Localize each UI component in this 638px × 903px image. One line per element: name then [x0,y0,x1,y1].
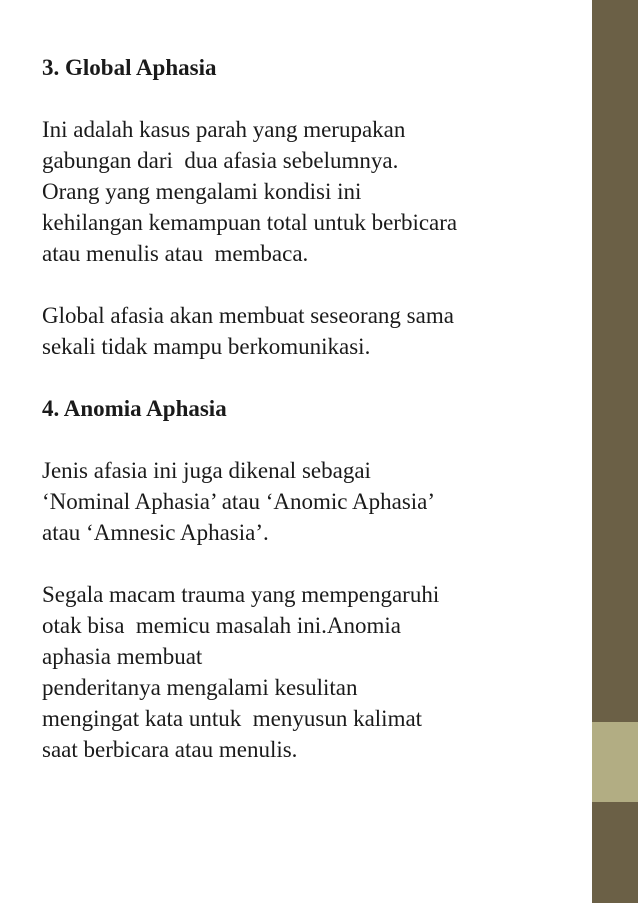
paragraph-line: aphasia membuat [42,644,203,669]
spacer [42,362,592,393]
paragraph-line: Global afasia akan membuat seseorang sama [42,303,454,328]
decorative-side-accent [592,722,638,802]
paragraph-line: Jenis afasia ini juga dikenal sebagai [42,458,371,483]
paragraph-line: Ini adalah kasus parah yang merupakan [42,117,406,142]
paragraph-line: sekali tidak mampu berkomunikasi. [42,334,371,359]
paragraph-line: Orang yang mengalami kondisi ini [42,179,362,204]
paragraph-line: otak bisa memicu masalah ini.Anomia [42,613,401,638]
paragraph-line: gabungan dari dua afasia sebelumnya. [42,148,399,173]
section-heading-anomia-aphasia: 4. Anomia Aphasia [42,396,227,421]
paragraph-line: saat berbicara atau menulis. [42,737,298,762]
spacer [42,269,592,300]
spacer [42,548,592,579]
paragraph-line: ‘Nominal Aphasia’ atau ‘Anomic Aphasia’ [42,489,436,514]
paragraph-line: kehilangan kemampuan total untuk berbicara [42,210,458,235]
paragraph-line: mengingat kata untuk menyusun kalimat [42,706,423,731]
spacer [42,83,592,114]
paragraph-line: penderitanya mengalami kesulitan [42,675,358,700]
spacer [42,424,592,455]
section-heading-global-aphasia: 3. Global Aphasia [42,55,217,80]
slide-content [42,52,592,765]
paragraph-line: atau ‘Amnesic Aphasia’. [42,520,269,545]
paragraph-line: Segala macam trauma yang mempengaruhi [42,582,440,607]
paragraph-line: atau menulis atau membaca. [42,241,309,266]
